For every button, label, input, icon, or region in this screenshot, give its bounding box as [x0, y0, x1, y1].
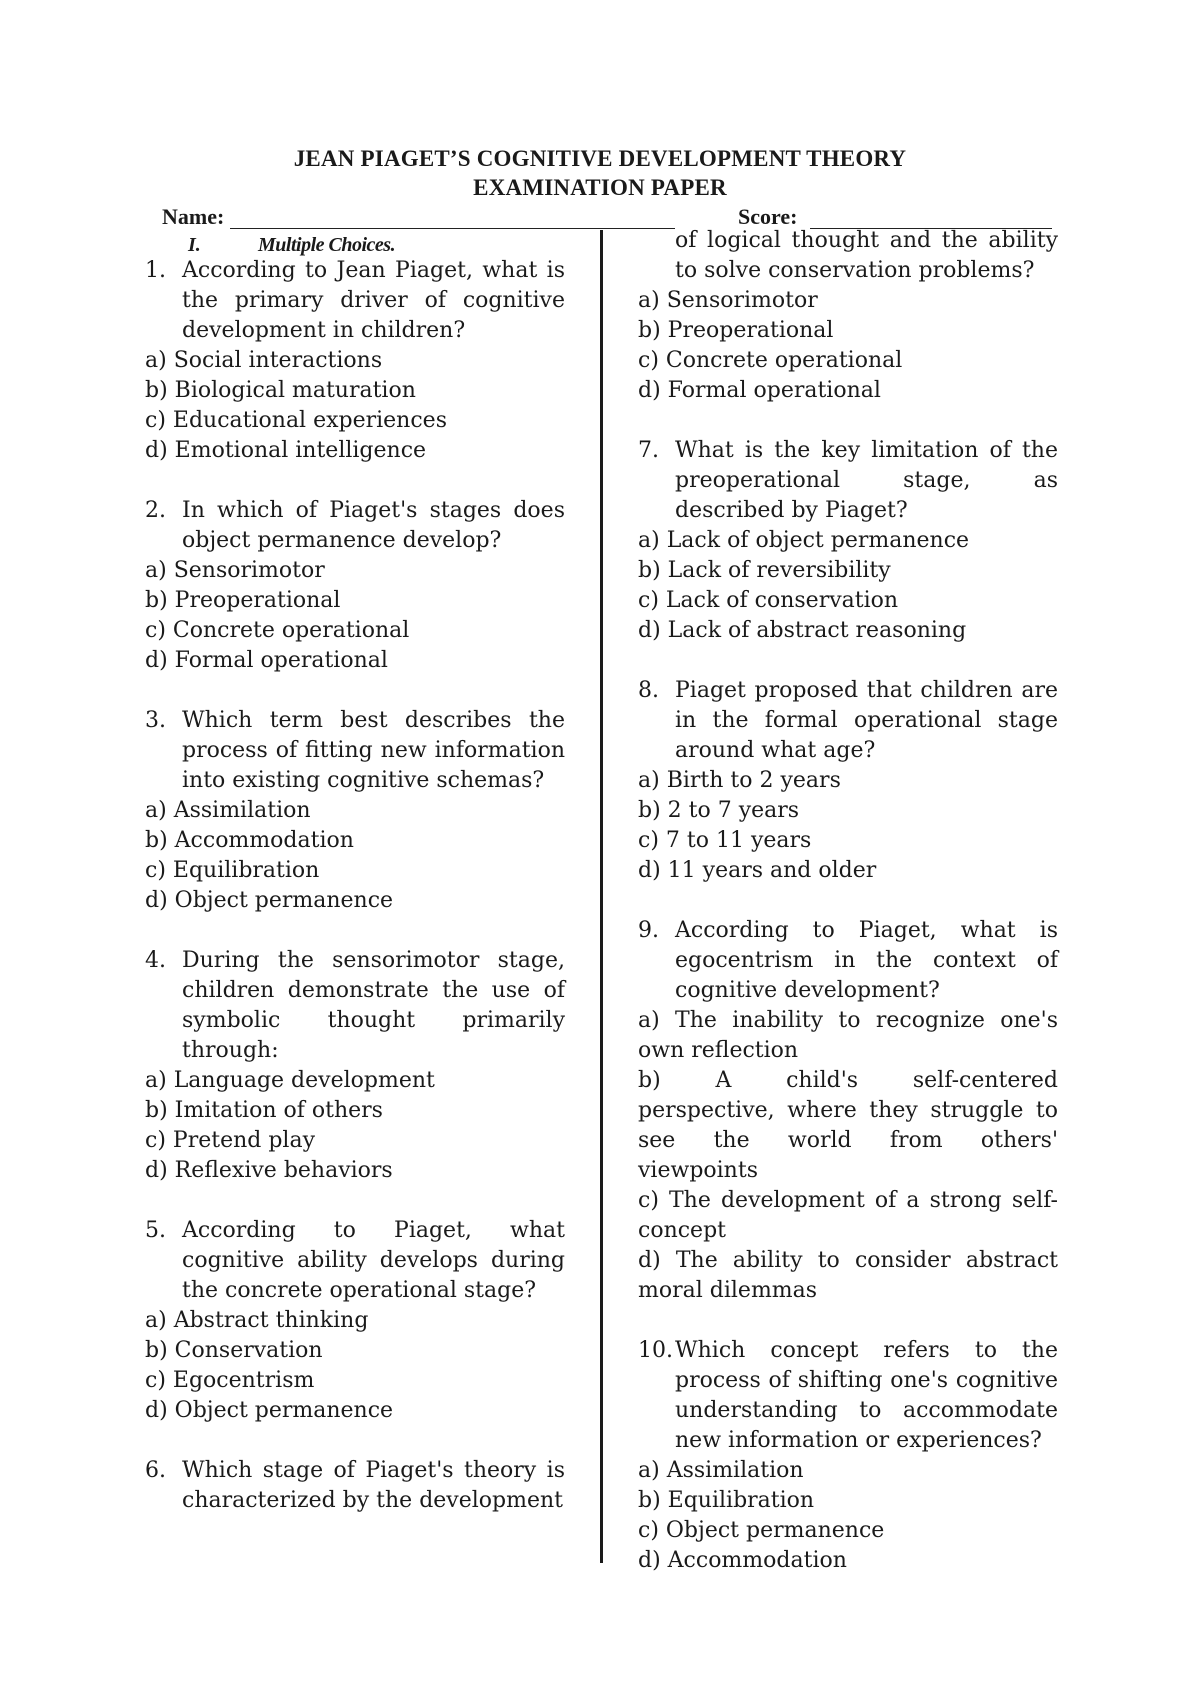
answer-option[interactable]: d) The ability to consider abstract moral dilemmas [638, 1248, 1058, 1303]
answer-option[interactable]: a) Birth to 2 years [638, 768, 841, 793]
answer-option[interactable]: a) The inability to recognize one's own reflection [638, 1008, 1058, 1063]
answer-option[interactable]: d) Formal operational [145, 648, 388, 673]
answer-option[interactable]: b) Lack of reversibility [638, 558, 891, 583]
answer-option[interactable]: a) Sensorimotor [145, 558, 325, 583]
answer-option[interactable]: c) Educational experiences [145, 408, 447, 433]
question-text: Which concept refers to the process of shifting one's cognitive understanding to accommodate new information or experiences? [675, 1338, 1058, 1453]
question-number: 8. [638, 678, 659, 703]
answer-option[interactable]: c) Lack of conservation [638, 588, 899, 613]
answer-option[interactable]: d) Reflexive behaviors [145, 1158, 393, 1183]
spacer [145, 916, 565, 946]
left-column [145, 256, 565, 1516]
spacer [638, 1306, 1058, 1336]
answer-option[interactable]: c) 7 to 11 years [638, 828, 812, 853]
answer-option[interactable]: a) Assimilation [638, 1458, 804, 1483]
question-number: 6. [145, 1458, 166, 1483]
spacer [145, 1186, 565, 1216]
name-label: Name: [162, 204, 225, 229]
spacer [145, 676, 565, 706]
question-6 [145, 1456, 565, 1516]
question-text: During the sensorimotor stage, children demonstrate the use of symbolic thought primarily through: [182, 948, 565, 1063]
question-number: 10. [638, 1338, 673, 1363]
answer-option[interactable]: a) Assimilation [145, 798, 311, 823]
exam-subtitle: EXAMINATION PAPER [473, 175, 727, 200]
answer-option[interactable]: d) Accommodation [638, 1548, 847, 1573]
answer-option[interactable]: c) Object permanence [638, 1518, 885, 1543]
answer-option[interactable]: c) The development of a strong self-concept [638, 1188, 1058, 1243]
question-4 [145, 946, 565, 1066]
answer-option[interactable]: b) Accommodation [145, 828, 354, 853]
question-8 [638, 676, 1058, 766]
answer-option[interactable]: a) Lack of object permanence [638, 528, 970, 553]
question-text: According to Piaget, what is egocentrism in the context of cognitive development? [675, 918, 1058, 1003]
answer-option[interactable]: b) Conservation [145, 1338, 323, 1363]
question-number: 1. [145, 258, 166, 283]
question-text: Which term best describes the process of fitting new information into existing cognitive schemas? [182, 708, 565, 793]
column-divider [600, 230, 603, 1563]
answer-option[interactable]: d) Object permanence [145, 888, 394, 913]
question-number: 7. [638, 438, 659, 463]
score-label: Score: [738, 204, 798, 229]
question-text: In which of Piaget's stages does object permanence develop? [182, 498, 565, 553]
spacer [638, 646, 1058, 676]
answer-option[interactable]: b) Equilibration [638, 1488, 815, 1513]
question-number: 2. [145, 498, 166, 523]
question-1 [145, 256, 565, 346]
answer-option[interactable]: b) Biological maturation [145, 378, 416, 403]
section-title: Multiple Choices. [258, 234, 396, 256]
answer-option[interactable]: c) Pretend play [145, 1128, 316, 1153]
answer-option[interactable]: a) Language development [145, 1068, 435, 1093]
question-9 [638, 916, 1058, 1006]
answer-option[interactable]: b) 2 to 7 years [638, 798, 800, 823]
name-field-line[interactable] [230, 228, 675, 229]
spacer [638, 886, 1058, 916]
question-text: According to Jean Piaget, what is the primary driver of cognitive development in children? [182, 258, 565, 343]
answer-option[interactable]: d) Emotional intelligence [145, 438, 427, 463]
answer-option[interactable]: d) Object permanence [145, 1398, 394, 1423]
right-column [638, 226, 1058, 1576]
answer-option[interactable]: a) Abstract thinking [145, 1308, 369, 1333]
question-text: What is the key limitation of the preoperational stage, as described by Piaget? [675, 438, 1058, 523]
answer-option[interactable]: c) Equilibration [145, 858, 320, 883]
question-number: 5. [145, 1218, 166, 1243]
question-10 [638, 1336, 1058, 1456]
question-text-continued: of logical thought and the ability to solve conservation problems? [675, 228, 1058, 283]
question-number: 4. [145, 948, 166, 973]
spacer [638, 406, 1058, 436]
exam-title: JEAN PIAGET’S COGNITIVE DEVELOPMENT THEORY [293, 146, 907, 171]
answer-option[interactable]: b) A child's self-centered perspective, where they struggle to see the world from others' viewpoints [638, 1068, 1058, 1183]
answer-option[interactable]: d) Lack of abstract reasoning [638, 618, 967, 643]
question-number: 9. [638, 918, 659, 943]
answer-option[interactable]: d) Formal operational [638, 378, 881, 403]
question-text: Piaget proposed that children are in the formal operational stage around what age? [675, 678, 1058, 763]
answer-option[interactable]: d) 11 years and older [638, 858, 877, 883]
spacer [145, 466, 565, 496]
question-text: Which stage of Piaget's theory is characterized by the development [182, 1458, 565, 1513]
question-text: According to Piaget, what cognitive ability develops during the concrete operational stage? [182, 1218, 565, 1303]
answer-option[interactable]: b) Preoperational [145, 588, 341, 613]
answer-option[interactable]: c) Egocentrism [145, 1368, 315, 1393]
answer-option[interactable]: c) Concrete operational [145, 618, 410, 643]
question-7 [638, 436, 1058, 526]
answer-option[interactable]: b) Preoperational [638, 318, 834, 343]
section-number: I. [188, 234, 201, 256]
spacer [145, 1426, 565, 1456]
question-3 [145, 706, 565, 796]
question-number: 3. [145, 708, 166, 733]
answer-option[interactable]: c) Concrete operational [638, 348, 903, 373]
question-5 [145, 1216, 565, 1306]
answer-option[interactable]: a) Social interactions [145, 348, 383, 373]
question-2 [145, 496, 565, 556]
answer-option[interactable]: b) Imitation of others [145, 1098, 383, 1123]
answer-option[interactable]: a) Sensorimotor [638, 288, 818, 313]
